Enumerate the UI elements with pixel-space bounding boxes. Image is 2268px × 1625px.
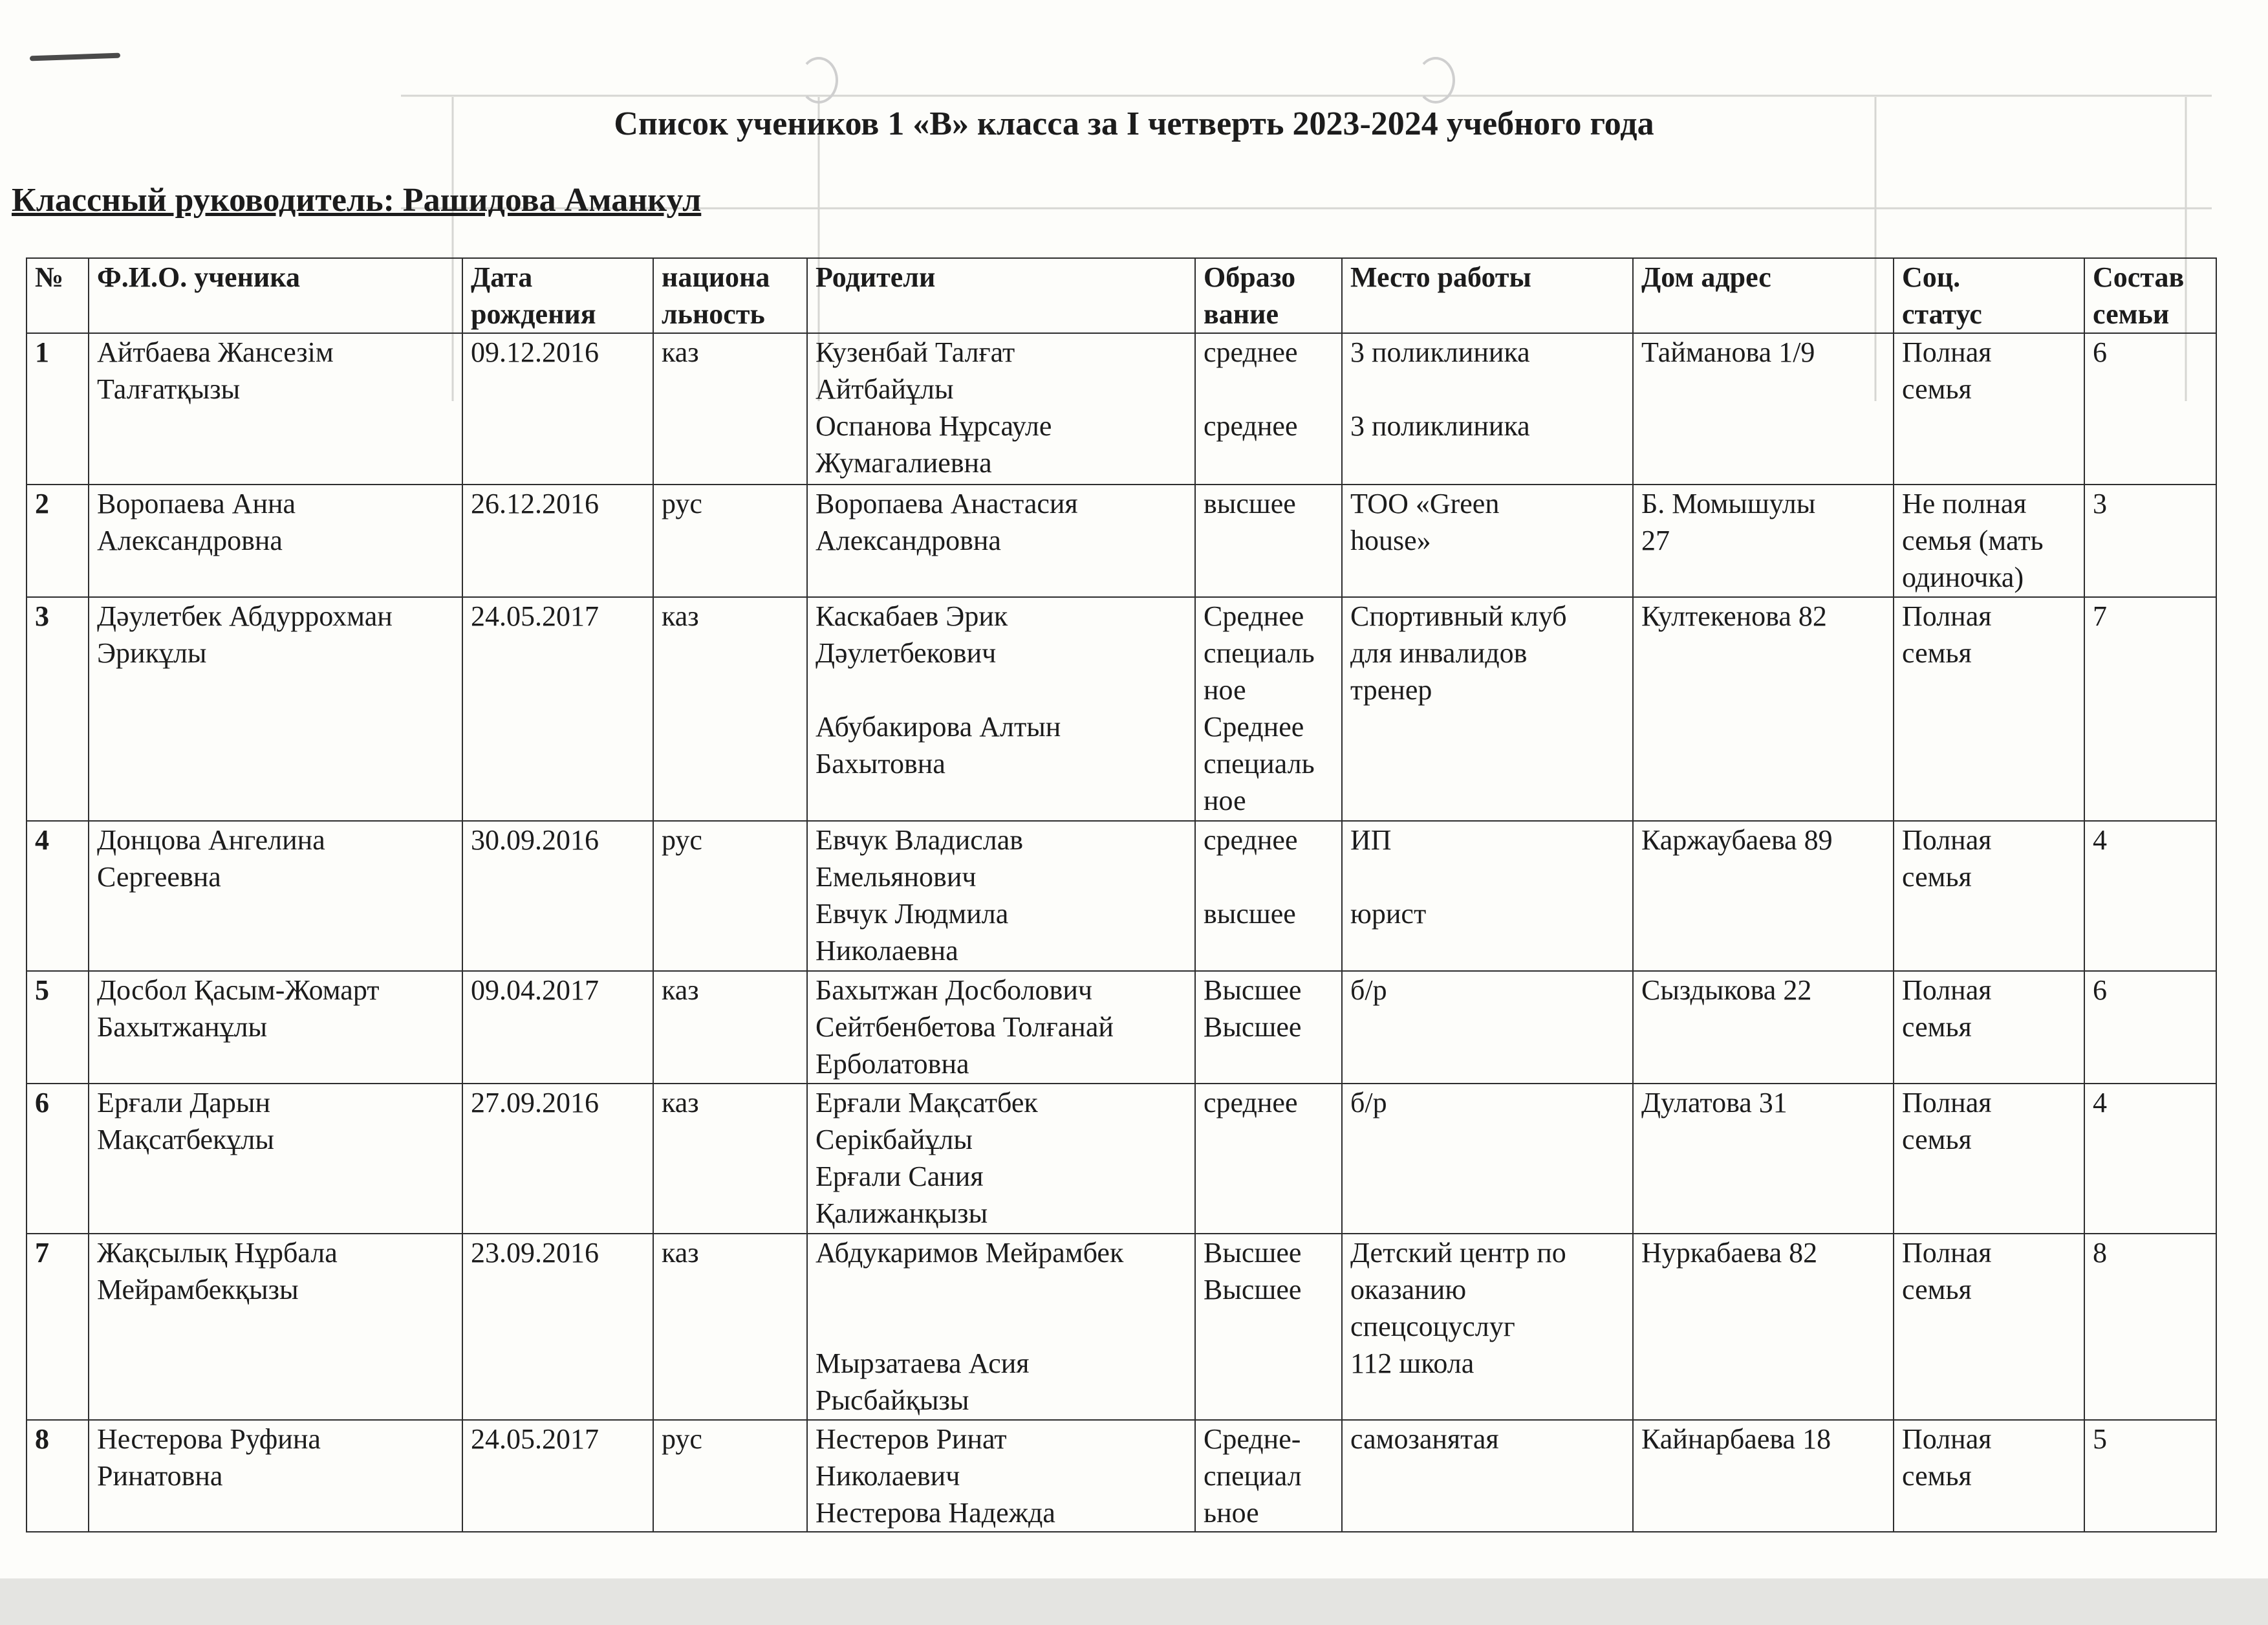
social-status: Полная семья xyxy=(1894,1420,2084,1532)
education: среднее высшее xyxy=(1195,821,1342,971)
nationality: рус xyxy=(653,821,807,971)
home-address: Тайманова 1/9 xyxy=(1633,333,1894,485)
table-header-row xyxy=(27,258,2216,333)
education: среднее среднее xyxy=(1195,333,1342,485)
student-name: Жақсылық Нұрбала Мейрамбекқызы xyxy=(89,1234,462,1420)
workplace: Спортивный клуб для инвалидов тренер xyxy=(1342,597,1633,821)
nationality: рус xyxy=(653,485,807,597)
parents: Нестеров Ринат Николаевич Нестерова Надежда xyxy=(807,1420,1195,1532)
col-family-size xyxy=(2084,258,2216,333)
home-address: Култекенова 82 xyxy=(1633,597,1894,821)
family-size: 3 xyxy=(2084,485,2216,597)
home-address: Кайнарбаева 18 xyxy=(1633,1420,1894,1532)
nationality: каз xyxy=(653,1234,807,1420)
row-number: 8 xyxy=(27,1420,89,1532)
nationality: каз xyxy=(653,1084,807,1234)
row-number: 2 xyxy=(27,485,89,597)
student-name: Донцова Ангелина Сергеевна xyxy=(89,821,462,971)
social-status: Полная семья xyxy=(1894,333,2084,485)
home-address: Дулатова 31 xyxy=(1633,1084,1894,1234)
row-number: 6 xyxy=(27,1084,89,1234)
family-size: 4 xyxy=(2084,821,2216,971)
header-text: Дата xyxy=(471,261,533,293)
social-status: Полная семья xyxy=(1894,597,2084,821)
table-row xyxy=(27,333,2216,485)
student-name: Айтбаева Жансезім Талғатқызы xyxy=(89,333,462,485)
class-teacher: Классный руководитель: Рашидова Аманкул xyxy=(12,182,702,219)
workplace: б/р xyxy=(1342,1084,1633,1234)
home-address: Б. Момышулы 27 xyxy=(1633,485,1894,597)
row-number: 4 xyxy=(27,821,89,971)
student-name: Воропаева Анна Александровна xyxy=(89,485,462,597)
family-size: 8 xyxy=(2084,1234,2216,1420)
table-row xyxy=(27,597,2216,821)
table-row xyxy=(27,1084,2216,1234)
social-status: Полная семья xyxy=(1894,971,2084,1084)
birth-date: 27.09.2016 xyxy=(462,1084,653,1234)
table-row xyxy=(27,971,2216,1084)
workplace: б/р xyxy=(1342,971,1633,1084)
parents: Воропаева Анастасия Александровна xyxy=(807,485,1195,597)
parents: Бахытжан Досболович Сейтбенбетова Толғанай Ерболатовна xyxy=(807,971,1195,1084)
education: высшее xyxy=(1195,485,1342,597)
nationality: каз xyxy=(653,971,807,1084)
document-title: Список учеников 1 «В» класса за I четверть 2023-2024 учебного года xyxy=(614,105,1654,142)
birth-date: 30.09.2016 xyxy=(462,821,653,971)
birth-date: 09.04.2017 xyxy=(462,971,653,1084)
col-birth-date xyxy=(462,258,653,333)
workplace: самозанятая xyxy=(1342,1420,1633,1532)
col-workplace: Место работы xyxy=(1342,258,1633,333)
col-number: № xyxy=(27,258,89,333)
education: Высшее Высшее xyxy=(1195,1234,1342,1420)
student-name: Нестерова Руфина Ринатовна xyxy=(89,1420,462,1532)
table-row xyxy=(27,485,2216,597)
birth-date: 09.12.2016 xyxy=(462,333,653,485)
table-row xyxy=(27,821,2216,971)
family-size: 7 xyxy=(2084,597,2216,821)
header-text: Состав xyxy=(2093,261,2185,293)
nationality: рус xyxy=(653,1420,807,1532)
row-number: 3 xyxy=(27,597,89,821)
student-name: Досбол Қасым-Жомарт Бахытжанұлы xyxy=(89,971,462,1084)
header-text: Образо xyxy=(1204,261,1296,293)
row-number: 1 xyxy=(27,333,89,485)
social-status: Полная семья xyxy=(1894,1084,2084,1234)
workplace: Детский центр по оказанию спецсоцуслуг 112 школа xyxy=(1342,1234,1633,1420)
home-address: Сыздыкова 22 xyxy=(1633,971,1894,1084)
parents: Кузенбай Талғат Айтбайұлы Оспанова Нұрсауле Жумагалиевна xyxy=(807,333,1195,485)
parents: Каскабаев Эрик Дәулетбекович Абубакирова Алтын Бахытовна xyxy=(807,597,1195,821)
home-address: Нуркабаева 82 xyxy=(1633,1234,1894,1420)
family-size: 6 xyxy=(2084,333,2216,485)
family-size: 5 xyxy=(2084,1420,2216,1532)
family-size: 6 xyxy=(2084,971,2216,1084)
pen-mark xyxy=(30,53,120,61)
workplace: ИП юрист xyxy=(1342,821,1633,971)
punch-hole xyxy=(1416,57,1455,104)
nationality: каз xyxy=(653,333,807,485)
row-number: 7 xyxy=(27,1234,89,1420)
header-text: национа xyxy=(662,261,770,293)
col-social-status xyxy=(1894,258,2084,333)
table-row xyxy=(27,1420,2216,1532)
education: Высшее Высшее xyxy=(1195,971,1342,1084)
students-table xyxy=(26,257,2217,1532)
birth-date: 24.05.2017 xyxy=(462,597,653,821)
workplace: 3 поликлиника 3 поликлиника xyxy=(1342,333,1633,485)
social-status: Полная семья xyxy=(1894,821,2084,971)
social-status: Не полная семья (мать одиночка) xyxy=(1894,485,2084,597)
education: Среднее специаль ное Среднее специаль ное xyxy=(1195,597,1342,821)
col-nationality xyxy=(653,258,807,333)
parents: Абдукаримов Мейрамбек Мырзатаева Асия Рысбайқызы xyxy=(807,1234,1195,1420)
punch-hole xyxy=(799,57,838,104)
col-home-address: Дом адрес xyxy=(1633,258,1894,333)
student-name: Дәулетбек Абдуррохман Эрикұлы xyxy=(89,597,462,821)
home-address: Каржаубаева 89 xyxy=(1633,821,1894,971)
parents: Ерғали Мақсатбек Серікбайұлы Ерғали Сания Қалижанқызы xyxy=(807,1084,1195,1234)
scanner-background xyxy=(0,1578,2268,1625)
birth-date: 24.05.2017 xyxy=(462,1420,653,1532)
header-text: статус xyxy=(1902,298,1982,330)
parents: Евчук Владислав Емельянович Евчук Людмила Николаевна xyxy=(807,821,1195,971)
header-text: вание xyxy=(1204,298,1279,330)
row-number: 5 xyxy=(27,971,89,1084)
workplace: ТОО «Green house» xyxy=(1342,485,1633,597)
education: Средне- специал ьное xyxy=(1195,1420,1342,1532)
header-text: Соц. xyxy=(1902,261,1961,293)
birth-date: 23.09.2016 xyxy=(462,1234,653,1420)
student-name: Ерғали Дарын Мақсатбекұлы xyxy=(89,1084,462,1234)
education: среднее xyxy=(1195,1084,1342,1234)
col-student-name: Ф.И.О. ученика xyxy=(89,258,462,333)
social-status: Полная семья xyxy=(1894,1234,2084,1420)
family-size: 4 xyxy=(2084,1084,2216,1234)
birth-date: 26.12.2016 xyxy=(462,485,653,597)
table-row xyxy=(27,1234,2216,1420)
nationality: каз xyxy=(653,597,807,821)
header-text: семьи xyxy=(2093,298,2170,330)
col-education xyxy=(1195,258,1342,333)
header-text: рождения xyxy=(471,298,596,330)
header-text: льность xyxy=(662,298,765,330)
col-parents: Родители xyxy=(807,258,1195,333)
